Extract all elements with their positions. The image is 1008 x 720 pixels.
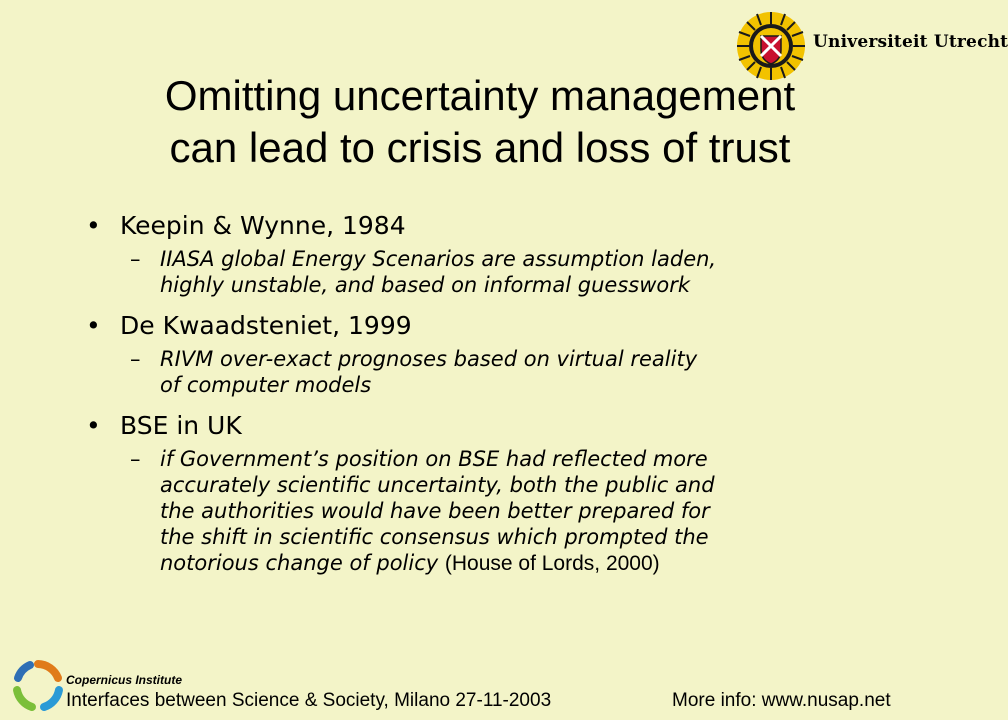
citation: (House of Lords, 2000) <box>444 552 660 575</box>
sub-bullet-line: the shift in scientific consensus which prompted the <box>160 525 709 549</box>
dash-marker: – <box>130 447 141 471</box>
sub-bullet-line: RIVM over-exact prognoses based on virtual reality <box>160 347 698 371</box>
dash-marker: – <box>130 247 141 271</box>
sub-bullet-line: highly unstable, and based on informal guesswork <box>160 273 691 297</box>
copernicus-logo-icon <box>12 660 64 712</box>
sub-bullet-line <box>160 550 946 577</box>
footer-event: Interfaces between Science & Society, Milano 27-11-2003 <box>66 690 552 711</box>
sub-bullet <box>86 346 946 398</box>
university-name: Universiteit Utrecht <box>813 32 1008 52</box>
dash-marker: – <box>130 347 141 371</box>
title-line: can lead to crisis and loss of trust <box>169 124 791 171</box>
bullet-list <box>86 210 946 589</box>
sub-bullet-line: of computer models <box>160 373 372 397</box>
sub-bullet-line: the authorities would have been better prepared for <box>160 499 710 523</box>
sub-bullet-line: accurately scientific uncertainty, both the public and <box>160 473 715 497</box>
sub-bullet-text: notorious change of policy <box>160 551 445 575</box>
bullet-item: • Keepin & Wynne, 1984 <box>86 210 946 242</box>
sub-bullet <box>86 446 946 577</box>
sub-bullet-line: if Government’s position on BSE had reflected more <box>160 447 708 471</box>
slide-title <box>60 70 900 174</box>
footer-more-info: More info: www.nusap.net <box>672 690 891 711</box>
institute-name: Copernicus Institute <box>66 673 183 687</box>
sub-bullet-line: IIASA global Energy Scenarios are assumption laden, <box>160 247 717 271</box>
bullet-item: • BSE in UK <box>86 410 946 442</box>
bullet-item: • De Kwaadsteniet, 1999 <box>86 310 946 342</box>
title-line: Omitting uncertainty management <box>164 72 796 119</box>
sub-bullet <box>86 246 946 298</box>
